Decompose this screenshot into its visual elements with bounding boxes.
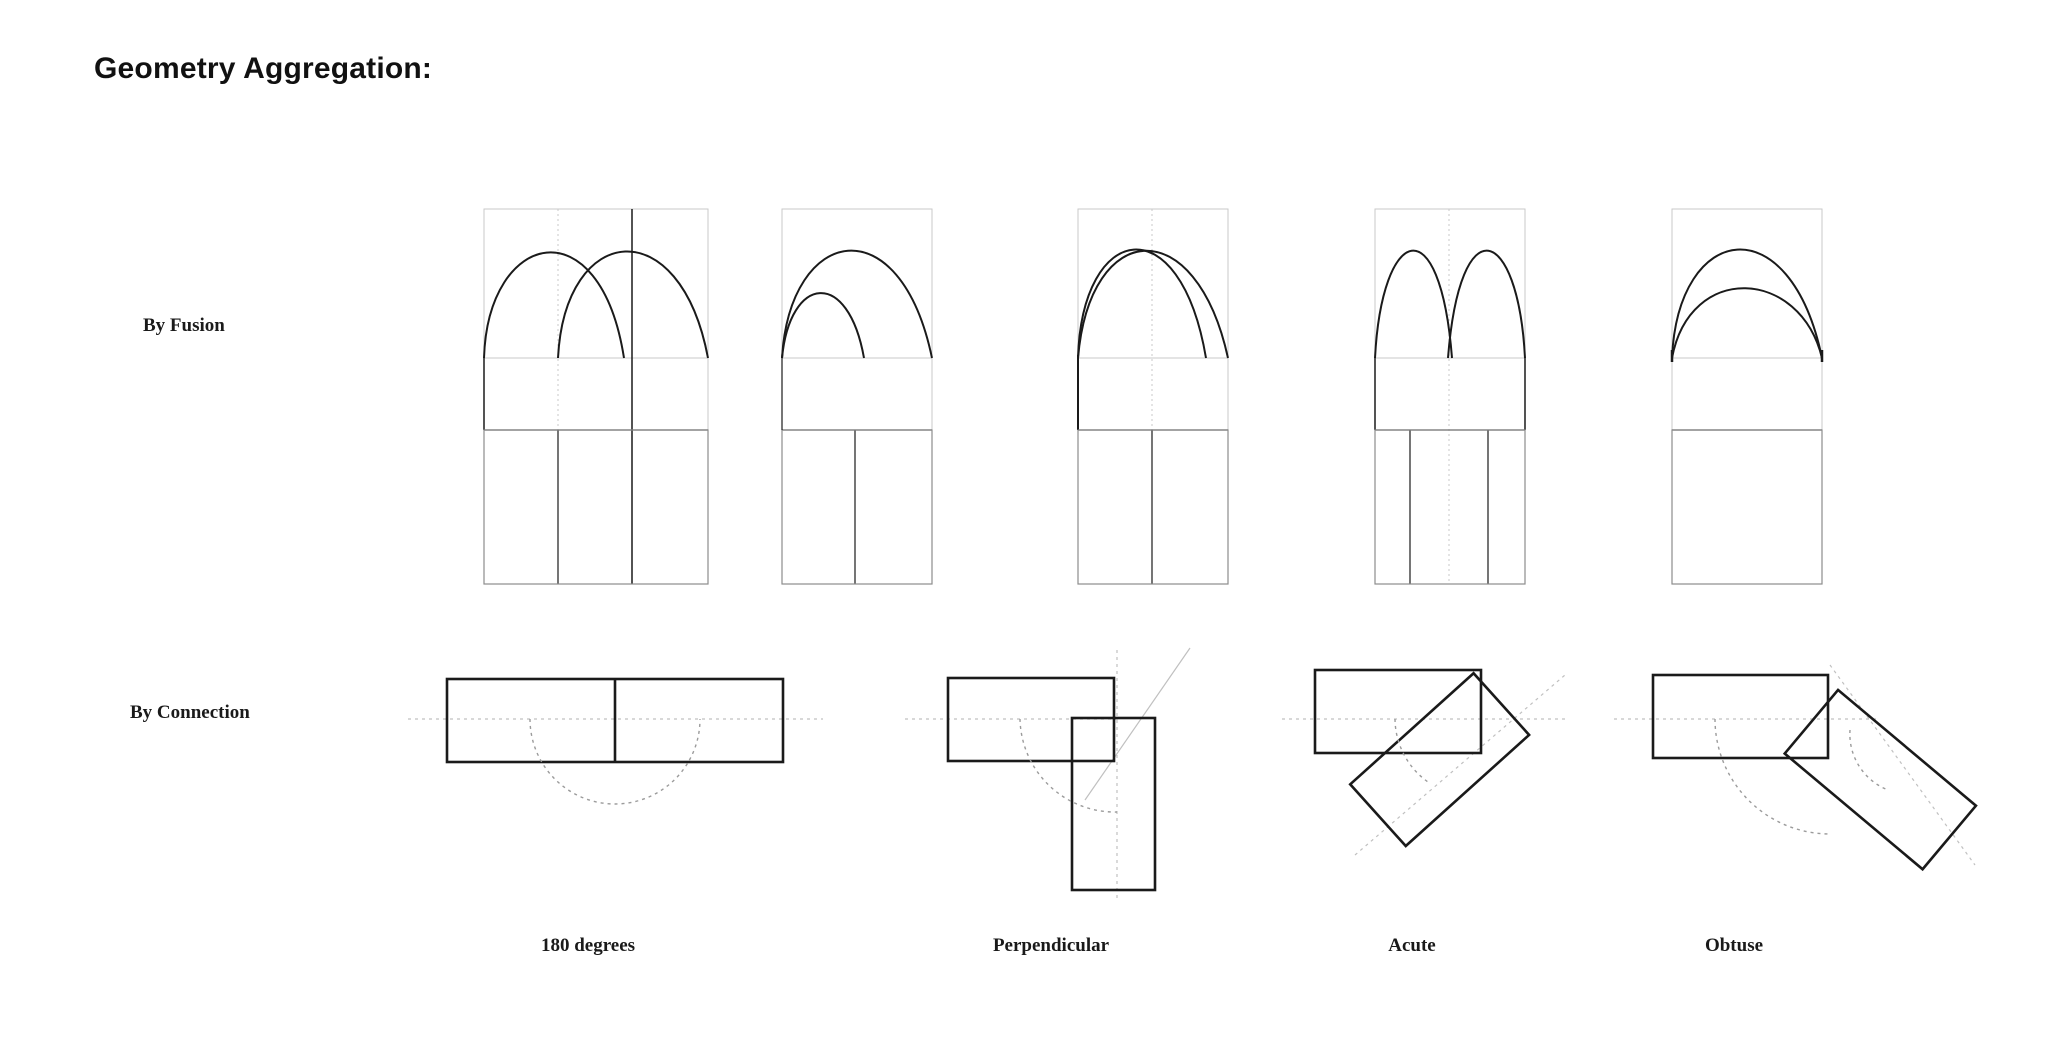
- connection-figure-3: [1282, 670, 1565, 855]
- fusion-figure-2: [782, 209, 932, 584]
- fusion-figure-4: [1375, 209, 1525, 584]
- row-label-by-connection: By Connection: [130, 702, 250, 723]
- connection-figure-1: [408, 679, 823, 804]
- connection-figure-2: [905, 648, 1190, 900]
- fusion-figure-5: [1672, 209, 1822, 584]
- page-title: Geometry Aggregation:: [94, 52, 433, 85]
- fusion-figure-3: [1078, 209, 1228, 584]
- caption-acute: Acute: [1388, 935, 1436, 956]
- caption-perpendicular: Perpendicular: [992, 935, 1110, 956]
- caption-180-degrees: 180 degrees: [540, 935, 636, 956]
- row-label-by-fusion: By Fusion: [143, 315, 225, 336]
- connection-figure-4: [1614, 665, 1976, 869]
- fusion-figure-1: [484, 209, 708, 584]
- caption-obtuse: Obtuse: [1704, 935, 1764, 956]
